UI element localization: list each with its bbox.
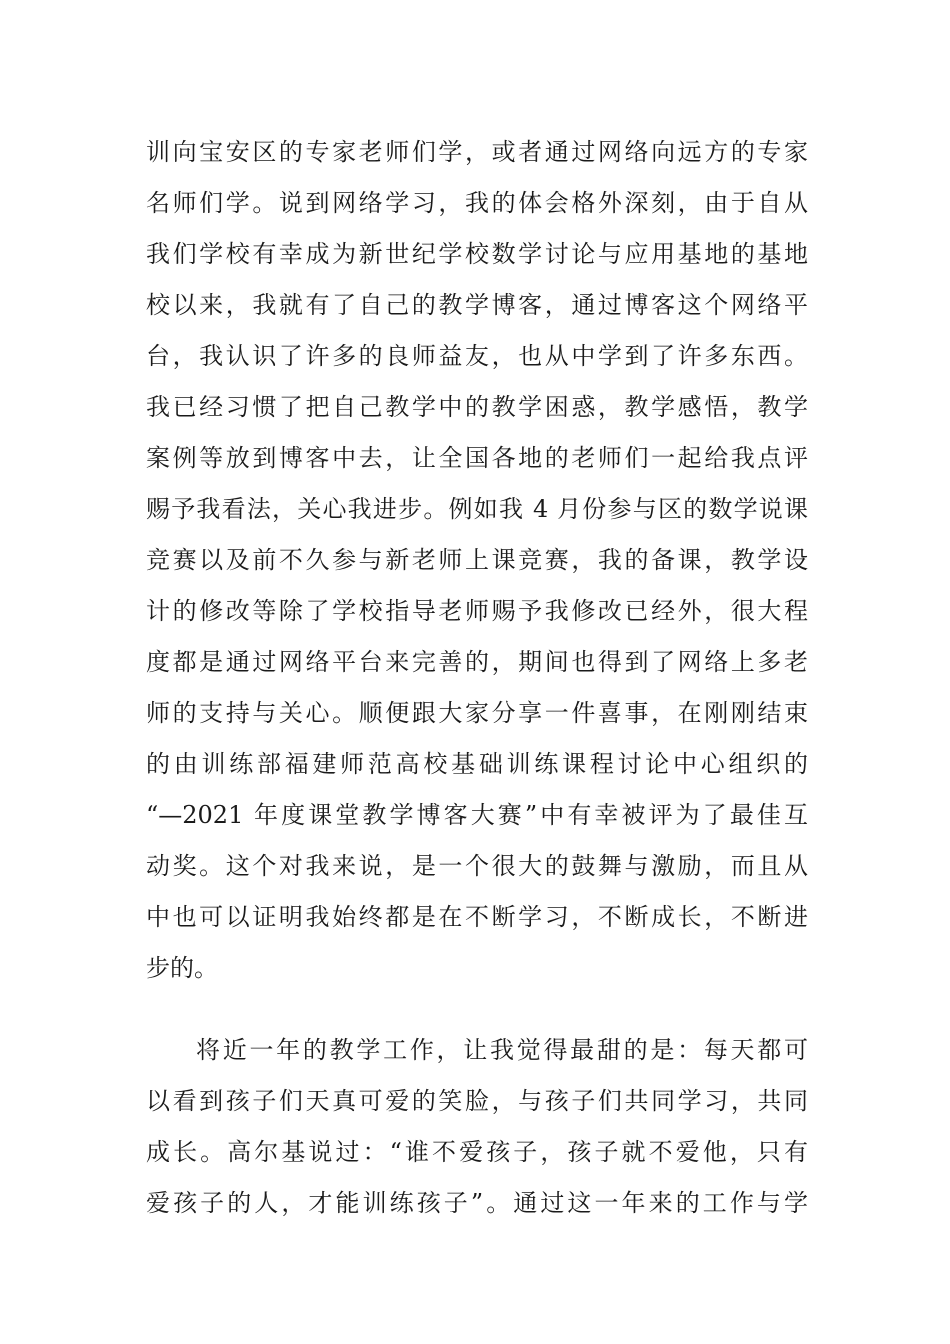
- text-line: 竞赛以及前不久参与新老师上课竞赛，我的备课，教学设: [146, 546, 808, 574]
- text-line: 训向宝安区的专家老师们学，或者通过网络向远方的专家: [146, 138, 808, 166]
- text-line: “—2021 年度课堂教学博客大赛”中有幸被评为了最佳互: [146, 801, 808, 829]
- text-line: 名师们学。说到网络学习，我的体会格外深刻，由于自从: [146, 189, 808, 217]
- text-line: 度都是通过网络平台来完善的，期间也得到了网络上多老: [146, 648, 808, 676]
- text-line: 成长。高尔基说过：“谁不爱孩子，孩子就不爱他，只有: [146, 1138, 808, 1166]
- text-line: 我们学校有幸成为新世纪学校数学讨论与应用基地的基地: [146, 240, 808, 268]
- paragraph-1: [146, 127, 808, 994]
- text-line: 将近一年的教学工作，让我觉得最甜的是：每天都可: [196, 1036, 808, 1064]
- text-line: 赐予我看法，关心我进步。例如我 4 月份参与区的数学说课: [146, 495, 808, 523]
- text-line: 师的支持与关心。顺便跟大家分享一件喜事，在刚刚结束: [146, 699, 808, 727]
- text-line: 台，我认识了许多的良师益友，也从中学到了许多东西。: [146, 342, 808, 370]
- text-line: 案例等放到博客中去，让全国各地的老师们一起给我点评: [146, 444, 808, 472]
- text-line: 步的。: [146, 954, 218, 982]
- text-line: 以看到孩子们天真可爱的笑脸，与孩子们共同学习，共同: [146, 1087, 808, 1115]
- text-line: 动奖。这个对我来说，是一个很大的鼓舞与激励，而且从: [146, 852, 808, 880]
- text-line: 爱孩子的人，才能训练孩子”。通过这一年来的工作与学: [146, 1189, 808, 1217]
- text-line: 计的修改等除了学校指导老师赐予我修改已经外，很大程: [146, 597, 808, 625]
- text-line: 中也可以证明我始终都是在不断学习，不断成长，不断进: [146, 903, 808, 931]
- text-line: 校以来，我就有了自己的教学博客，通过博客这个网络平: [146, 291, 808, 319]
- paragraph-2: [146, 1025, 808, 1229]
- text-line: 的由训练部福建师范高校基础训练课程讨论中心组织的: [146, 750, 808, 778]
- text-line: 我已经习惯了把自己教学中的教学困惑，教学感悟，教学: [146, 393, 808, 421]
